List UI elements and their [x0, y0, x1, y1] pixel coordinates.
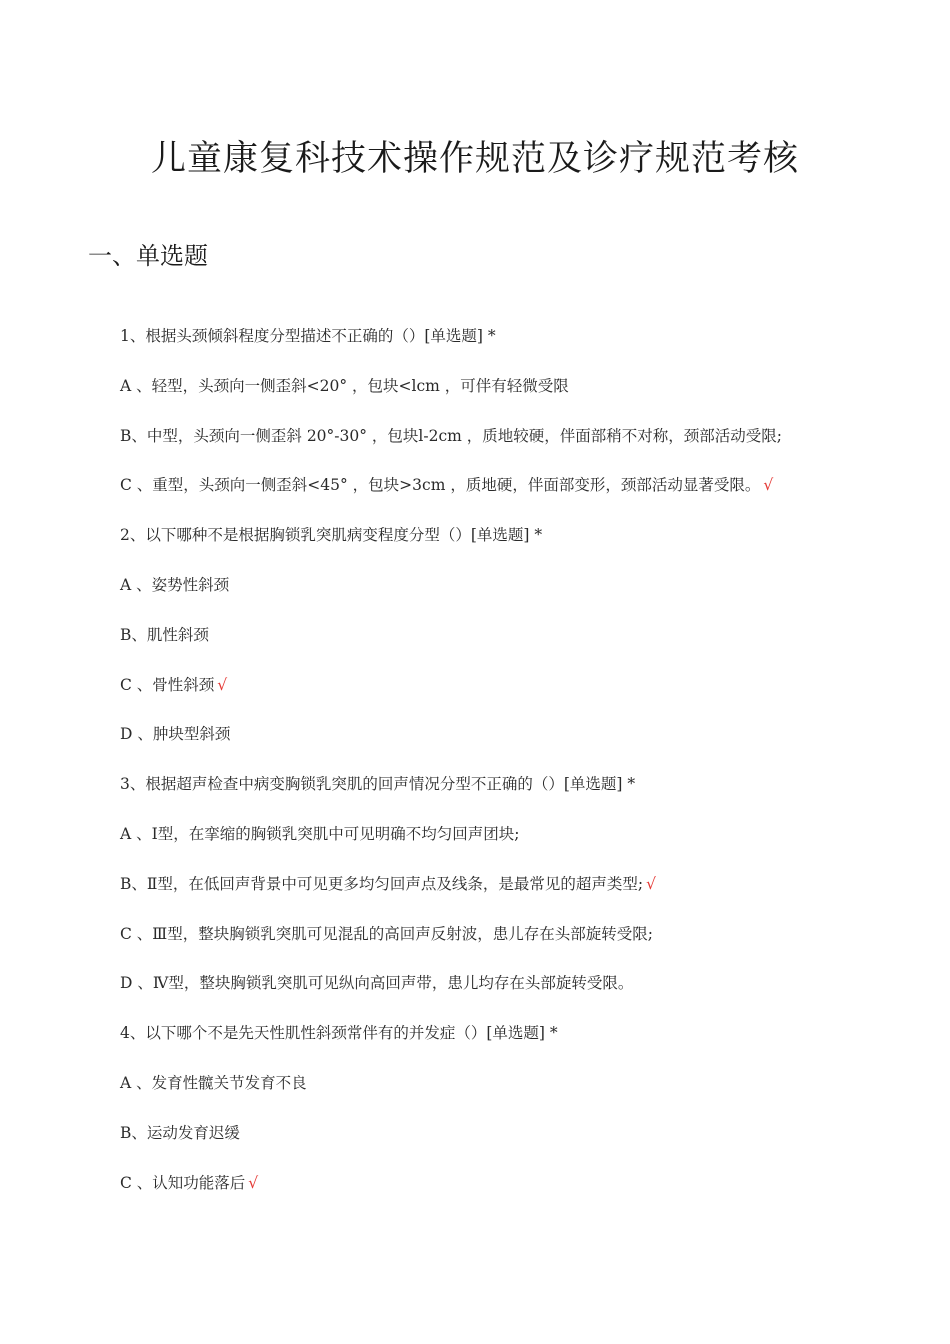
- line-text: B、Ⅱ型，在低回声背景中可见更多均匀回声点及线条，是最常见的超声类型;: [120, 874, 644, 893]
- line-text: C 、Ⅲ型，整块胸锁乳突肌可见混乱的高回声反射波，患儿存在头部旋转受限;: [120, 924, 653, 943]
- option-1b: [120, 422, 920, 472]
- question-1: [120, 322, 920, 372]
- option-4b: [120, 1119, 920, 1169]
- option-4c: [120, 1169, 920, 1219]
- correct-checkmark-icon: √: [763, 476, 774, 495]
- document-title: 儿童康复科技术操作规范及诊疗规范考核: [150, 139, 799, 179]
- line-text: 3、根据超声检查中病变胸锁乳突肌的回声情况分型不正确的（）[单选题] *: [120, 775, 636, 794]
- option-2d: [120, 720, 920, 770]
- line-text: 1、根据头颈倾斜程度分型描述不正确的（）[单选题] *: [120, 327, 496, 345]
- line-text: B、运动发育迟缓: [120, 1123, 240, 1142]
- option-3a: [120, 820, 920, 870]
- option-2c: [120, 671, 920, 721]
- question-list: [120, 322, 920, 1218]
- option-3b: [120, 870, 920, 920]
- option-2b: [120, 621, 920, 671]
- option-1a: [120, 372, 920, 422]
- option-3c: [120, 920, 920, 970]
- correct-checkmark-icon: √: [248, 1173, 259, 1192]
- question-2: [120, 521, 920, 571]
- question-3: [120, 770, 920, 820]
- line-text: B、肌性斜颈: [120, 625, 209, 644]
- line-text: A 、发育性髋关节发育不良: [120, 1073, 307, 1092]
- line-text: A 、Ⅰ型，在挛缩的胸锁乳突肌中可见明确不均匀回声团块;: [120, 824, 520, 843]
- line-text: C 、骨性斜颈: [120, 675, 215, 694]
- option-1c: [120, 471, 920, 521]
- line-text: B、中型，头颈向一侧歪斜 20°-30° ，包块l-2cm ，质地较硬，伴面部稍不对称，颈部活动受限;: [120, 426, 783, 445]
- correct-checkmark-icon: √: [646, 874, 657, 893]
- line-text: A 、姿势性斜颈: [120, 575, 230, 594]
- line-text: 4、以下哪个不是先天性肌性斜颈常伴有的并发症（）[单选题] *: [120, 1024, 558, 1043]
- line-text: 2、以下哪种不是根据胸锁乳突肌病变程度分型（）[单选题] *: [120, 526, 543, 545]
- line-text: D 、Ⅳ型，整块胸锁乳突肌可见纵向高回声带，患儿均存在头部旋转受限。: [120, 974, 634, 993]
- section-heading: 一、单选题: [88, 242, 208, 270]
- option-4a: [120, 1069, 920, 1119]
- option-3d: [120, 969, 920, 1019]
- line-text: D 、肿块型斜颈: [120, 725, 231, 744]
- line-text: C 、认知功能落后: [120, 1173, 246, 1192]
- line-text: A 、轻型，头颈向一侧歪斜<20° ，包块<lcm ，可伴有轻微受限: [120, 376, 569, 395]
- correct-checkmark-icon: √: [217, 675, 228, 694]
- option-2a: [120, 571, 920, 621]
- line-text: C 、重型，头颈向一侧歪斜<45° ，包块>3cm ，质地硬，伴面部变形，颈部活动显著受限。: [120, 476, 761, 495]
- question-4: [120, 1019, 920, 1069]
